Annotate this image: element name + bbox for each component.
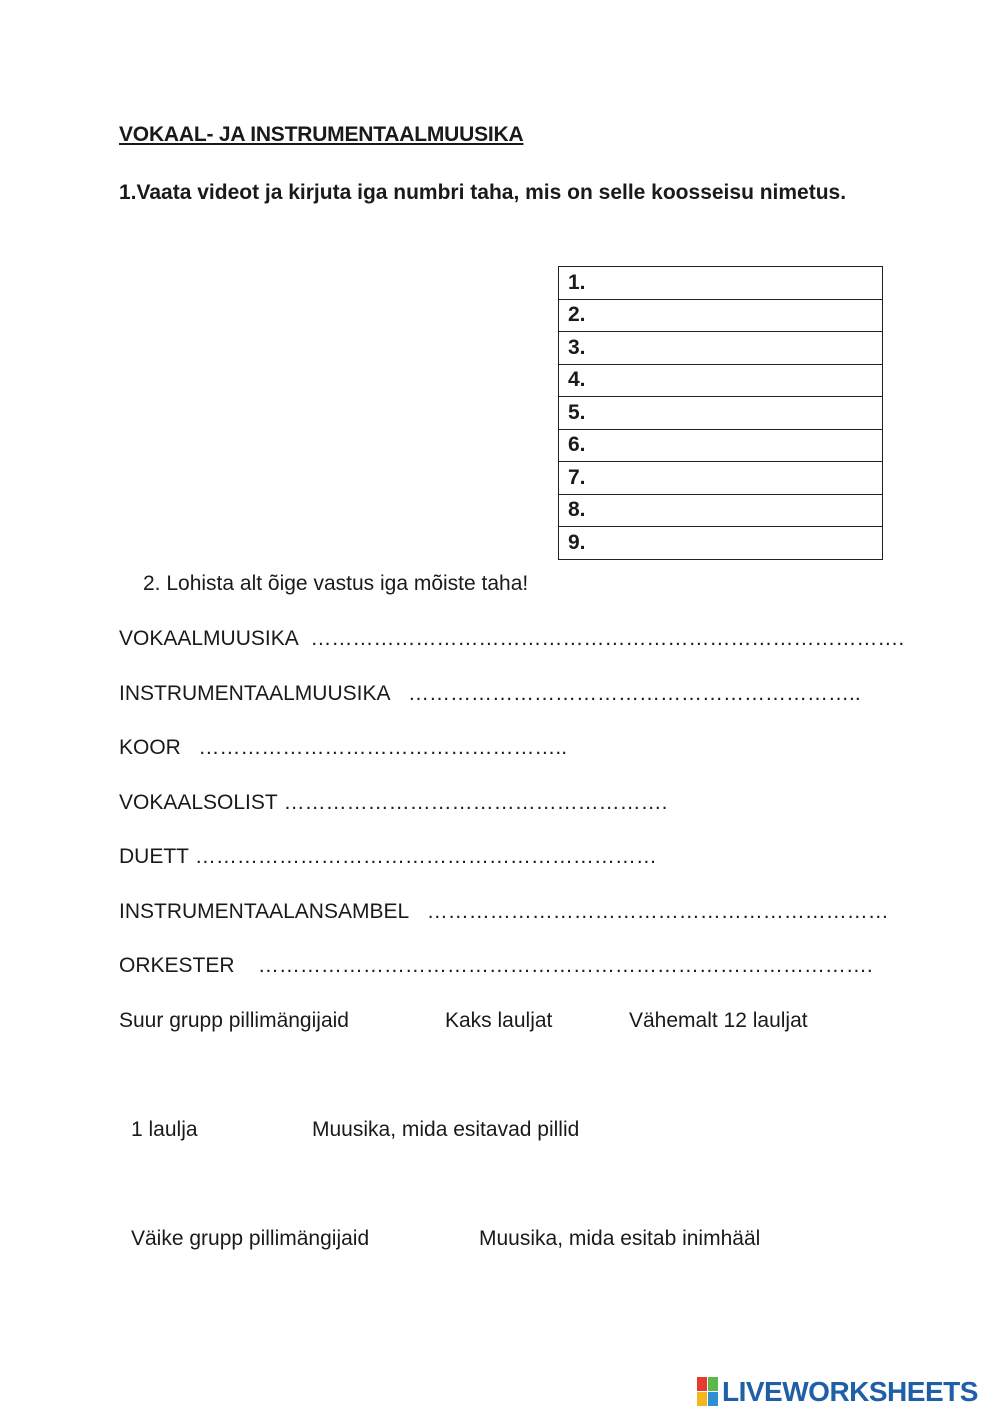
answer-row xyxy=(559,299,883,332)
term-label: VOKAALMUUSIKA xyxy=(119,627,299,650)
answer-row xyxy=(559,332,883,365)
term-orkester xyxy=(119,954,873,978)
draggable-option[interactable]: Muusika, mida esitavad pillid xyxy=(312,1118,580,1141)
answer-cell[interactable]: 4. xyxy=(559,364,883,397)
answer-drop-zone[interactable]: ……………………………………………………….. xyxy=(408,682,861,705)
term-label: VOKAALSOLIST xyxy=(119,791,278,814)
liveworksheets-logo xyxy=(697,1376,978,1408)
answer-row xyxy=(559,527,883,560)
draggable-option[interactable]: 1 laulja xyxy=(131,1118,198,1141)
logo-text: LIVEWORKSHEETS xyxy=(722,1376,978,1407)
answer-row xyxy=(559,494,883,527)
answer-row xyxy=(559,429,883,462)
answer-cell[interactable]: 7. xyxy=(559,462,883,495)
draggable-option[interactable]: Vähemalt 12 lauljat xyxy=(629,1009,808,1032)
draggable-option[interactable]: Väike grupp pillimängijaid xyxy=(131,1227,370,1250)
term-label: INSTRUMENTAALMUUSIKA xyxy=(119,682,391,705)
term-vokaalsolist xyxy=(119,791,667,815)
answer-drop-zone[interactable]: ………………………………………………. xyxy=(283,791,668,814)
answer-row xyxy=(559,462,883,495)
answer-cell[interactable]: 3. xyxy=(559,332,883,365)
term-label: ORKESTER xyxy=(119,954,235,977)
term-instrumentaalmuusika xyxy=(119,682,861,706)
term-label: DUETT xyxy=(119,845,189,868)
draggable-option[interactable]: Kaks lauljat xyxy=(445,1009,553,1032)
term-label: KOOR xyxy=(119,736,181,759)
answer-cell[interactable]: 6. xyxy=(559,429,883,462)
answer-drop-zone[interactable]: ……………………………………………………………………………. xyxy=(257,954,873,977)
worksheet-title: VOKAAL- JA INSTRUMENTAALMUUSIKA xyxy=(119,123,524,146)
task-2-instruction: 2. Lohista alt õige vastus iga mõiste taha! xyxy=(143,572,529,595)
draggable-option[interactable]: Suur grupp pillimängijaid xyxy=(119,1009,349,1032)
answer-row xyxy=(559,267,883,300)
answer-row xyxy=(559,364,883,397)
term-instrumentaalansambel xyxy=(119,900,889,924)
answer-drop-zone[interactable]: ………………………………………………………… xyxy=(194,845,657,868)
task-1-instruction: 1.Vaata videot ja kirjuta iga numbri taha, mis on selle koosseisu nimetus. xyxy=(119,181,847,204)
answer-cell[interactable]: 1. xyxy=(559,267,883,300)
term-label: INSTRUMENTAALANSAMBEL xyxy=(119,900,410,923)
draggable-option[interactable]: Muusika, mida esitab inimhääl xyxy=(479,1227,761,1250)
term-duett xyxy=(119,845,657,869)
answer-drop-zone[interactable]: …………………………………………………………………………. xyxy=(310,627,905,650)
term-vokaalmuusika xyxy=(119,627,904,651)
answer-cell[interactable]: 2. xyxy=(559,299,883,332)
answer-cell[interactable]: 9. xyxy=(559,527,883,560)
answer-drop-zone[interactable]: ………………………………………………………… xyxy=(426,900,889,923)
logo-blocks-icon xyxy=(697,1377,719,1407)
term-koor xyxy=(119,736,567,760)
answer-cell[interactable]: 5. xyxy=(559,397,883,430)
answer-row xyxy=(559,397,883,430)
answer-drop-zone[interactable]: …………………………………………….. xyxy=(198,736,568,759)
answer-cell[interactable]: 8. xyxy=(559,494,883,527)
answers-table xyxy=(558,266,883,560)
